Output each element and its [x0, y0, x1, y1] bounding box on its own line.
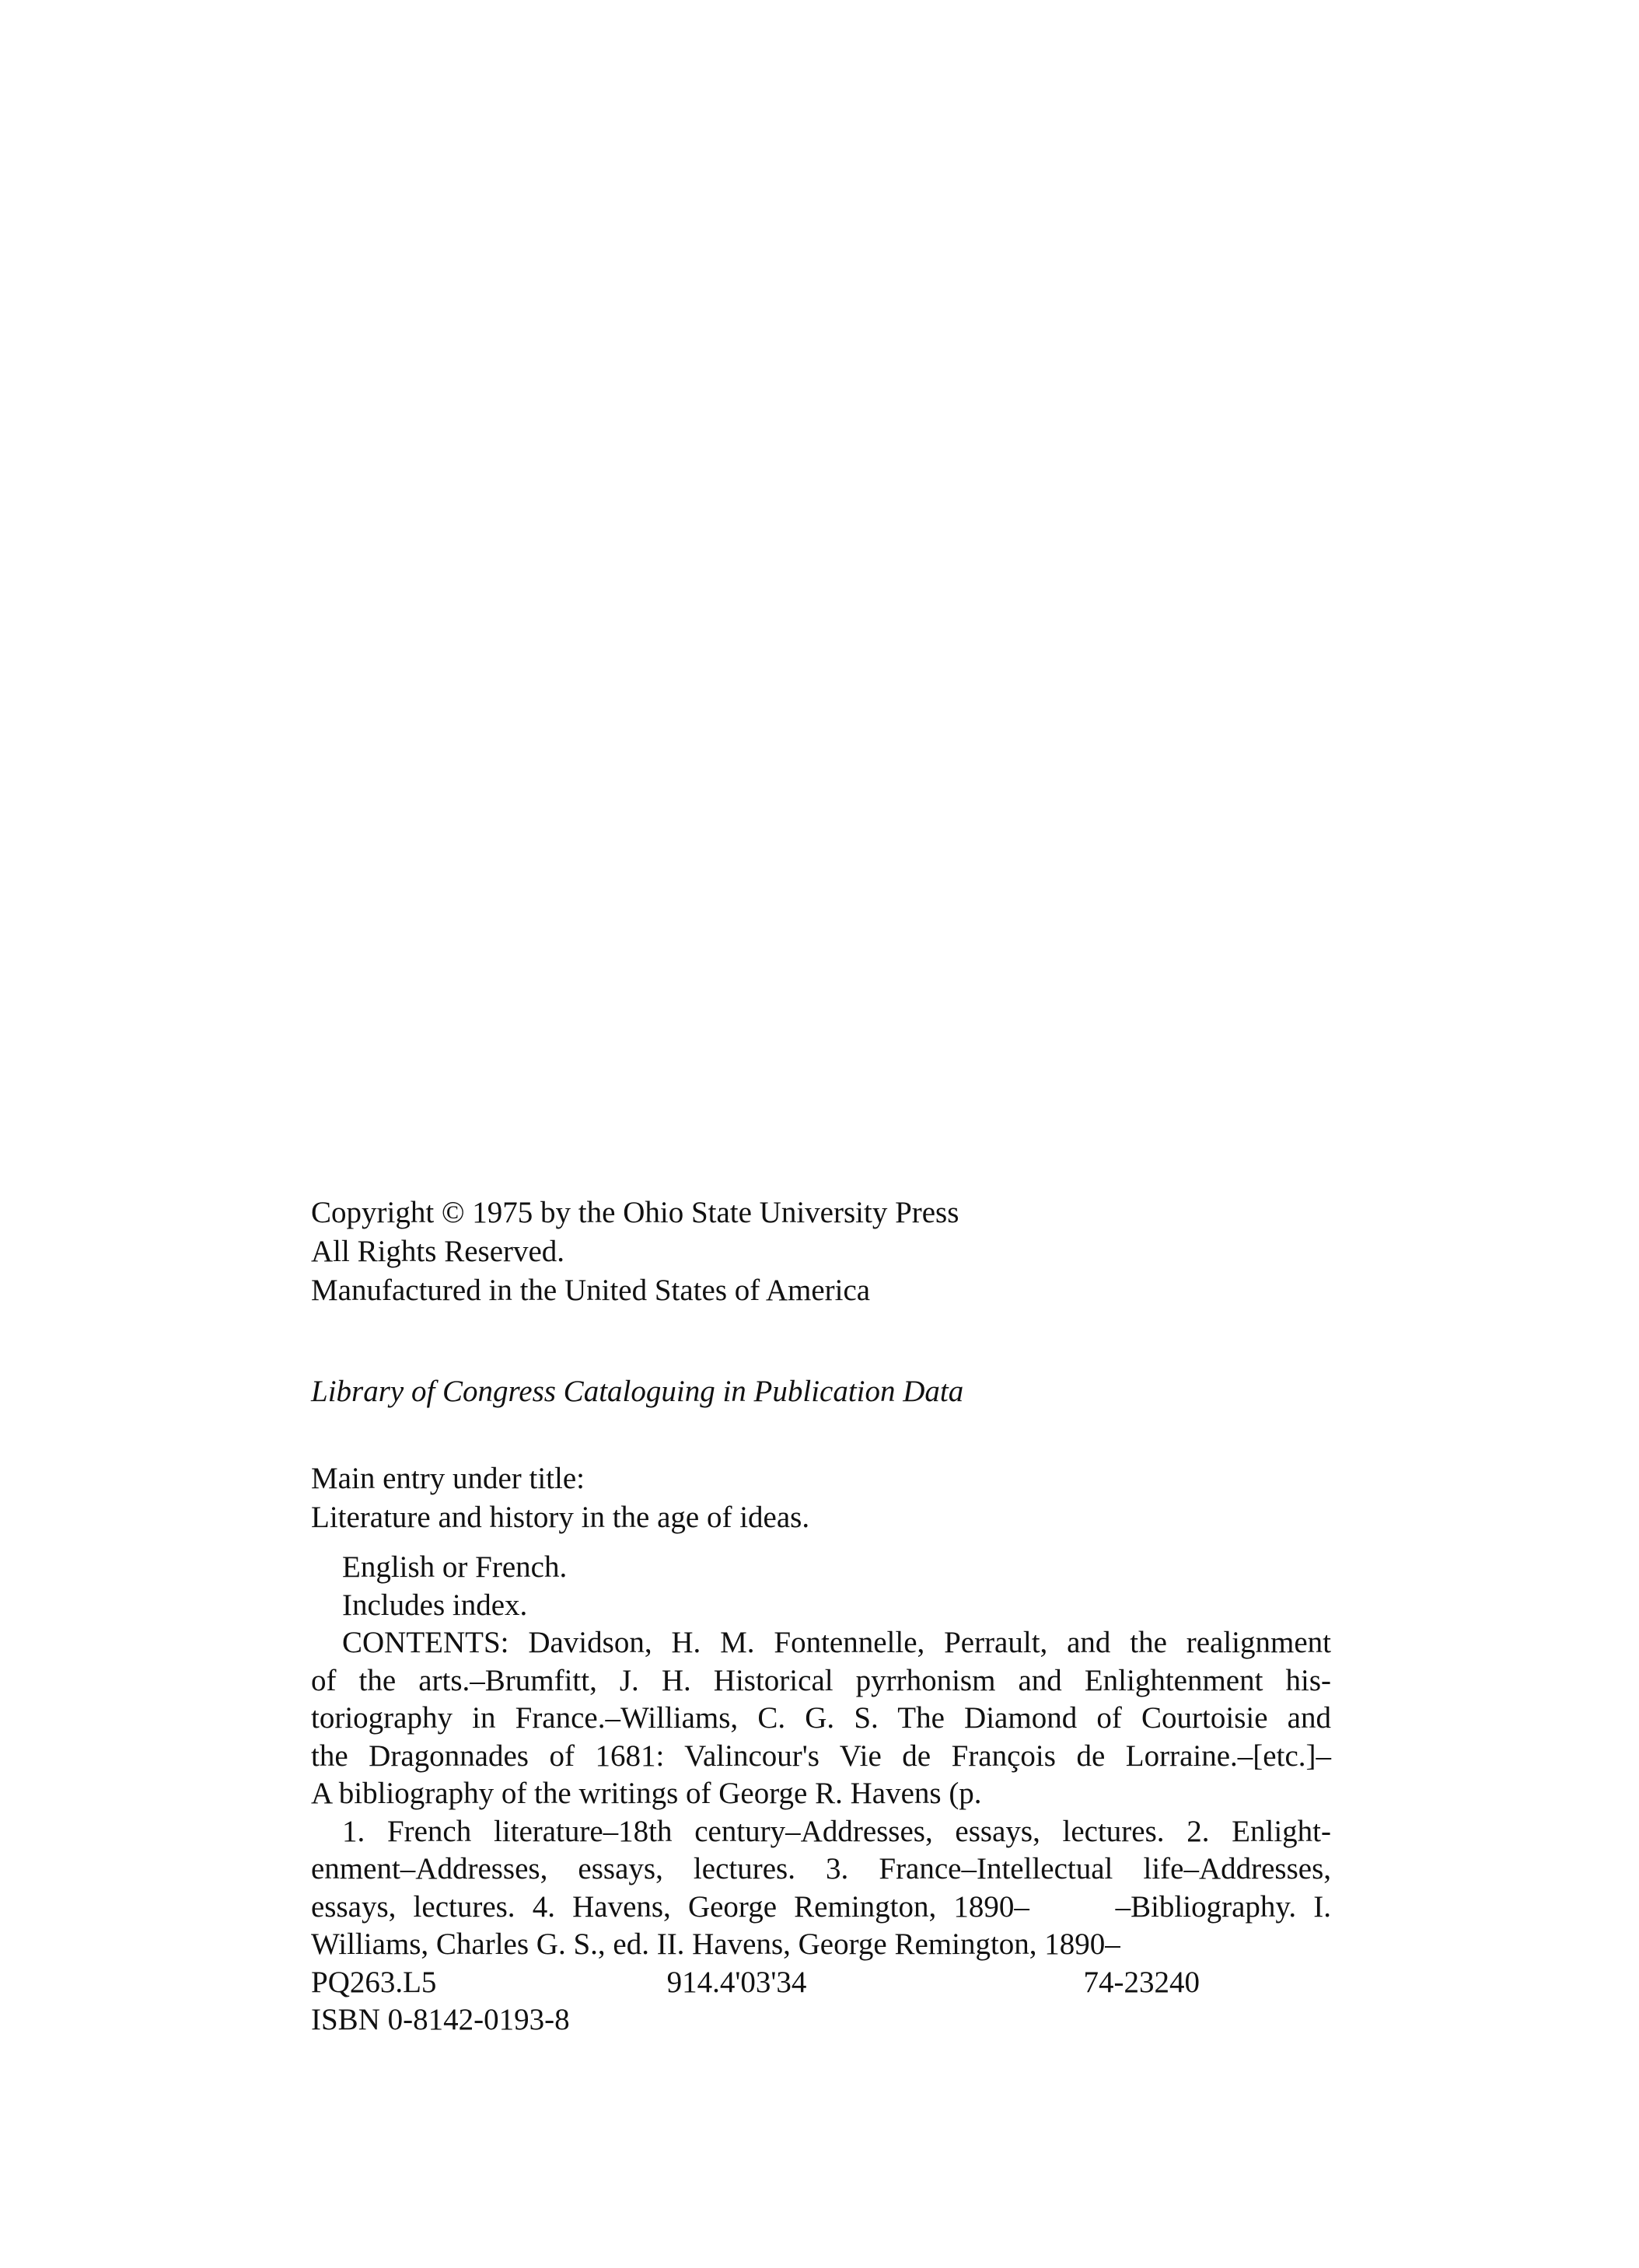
- subject-line: enment–Addresses, essays, lectures. 3. France–Intellectual life–Addresses,: [311, 1852, 1331, 1885]
- contents-line: of the arts.–Brumfitt, J. H. Historical pyrrhonism and Enlightenment his-: [311, 1663, 1331, 1697]
- subject-line: 1. French literature–18th century–Addresses, essays, lectures. 2. Enlight-: [342, 1814, 1331, 1848]
- cip-notes: [311, 1549, 1331, 2039]
- book-title: Literature and history in the age of ideas.: [311, 1501, 810, 1534]
- contents-line: toriography in France.–Williams, C. G. S. The Diamond of Courtoisie and: [311, 1701, 1331, 1735]
- subject-line: essays, lectures. 4. Havens, George Remington, 1890– –Bibliography. I.: [311, 1889, 1331, 1924]
- subject-line: Williams, Charles G. S., ed. II. Havens, George Remington, 1890–: [311, 1927, 1120, 1961]
- classification-row: [311, 1964, 1200, 2002]
- dewey-number: 914.4'03'34: [666, 1965, 807, 1999]
- contents-line: CONTENTS: Davidson, H. M. Fontennelle, Perrault, and the realignment: [342, 1626, 1331, 1659]
- language-note: English or French.: [342, 1550, 568, 1584]
- main-entry-label: Main entry under title:: [311, 1462, 585, 1495]
- main-entry-block: [311, 1459, 1331, 1537]
- rights-reserved-line: All Rights Reserved.: [311, 1235, 565, 1268]
- isbn: ISBN 0-8142-0193-8: [311, 2003, 570, 2036]
- lccn-number: 74-23240: [1083, 1965, 1200, 1999]
- call-number: PQ263.L5: [311, 1965, 437, 1999]
- manufactured-line: Manufactured in the United States of America: [311, 1274, 871, 1307]
- contents-line: the Dragonnades of 1681: Valincour's Vie de François de Lorraine.–[etc.]–: [311, 1739, 1331, 1773]
- copyright-block: [311, 1193, 1331, 1310]
- contents-line: A bibliography of the writings of George R. Havens (p.: [311, 1777, 982, 1810]
- copyright-line: Copyright © 1975 by the Ohio State University Press: [311, 1196, 959, 1229]
- cip-heading: Library of Congress Cataloguing in Publication Data: [311, 1375, 964, 1408]
- index-note: Includes index.: [342, 1588, 528, 1622]
